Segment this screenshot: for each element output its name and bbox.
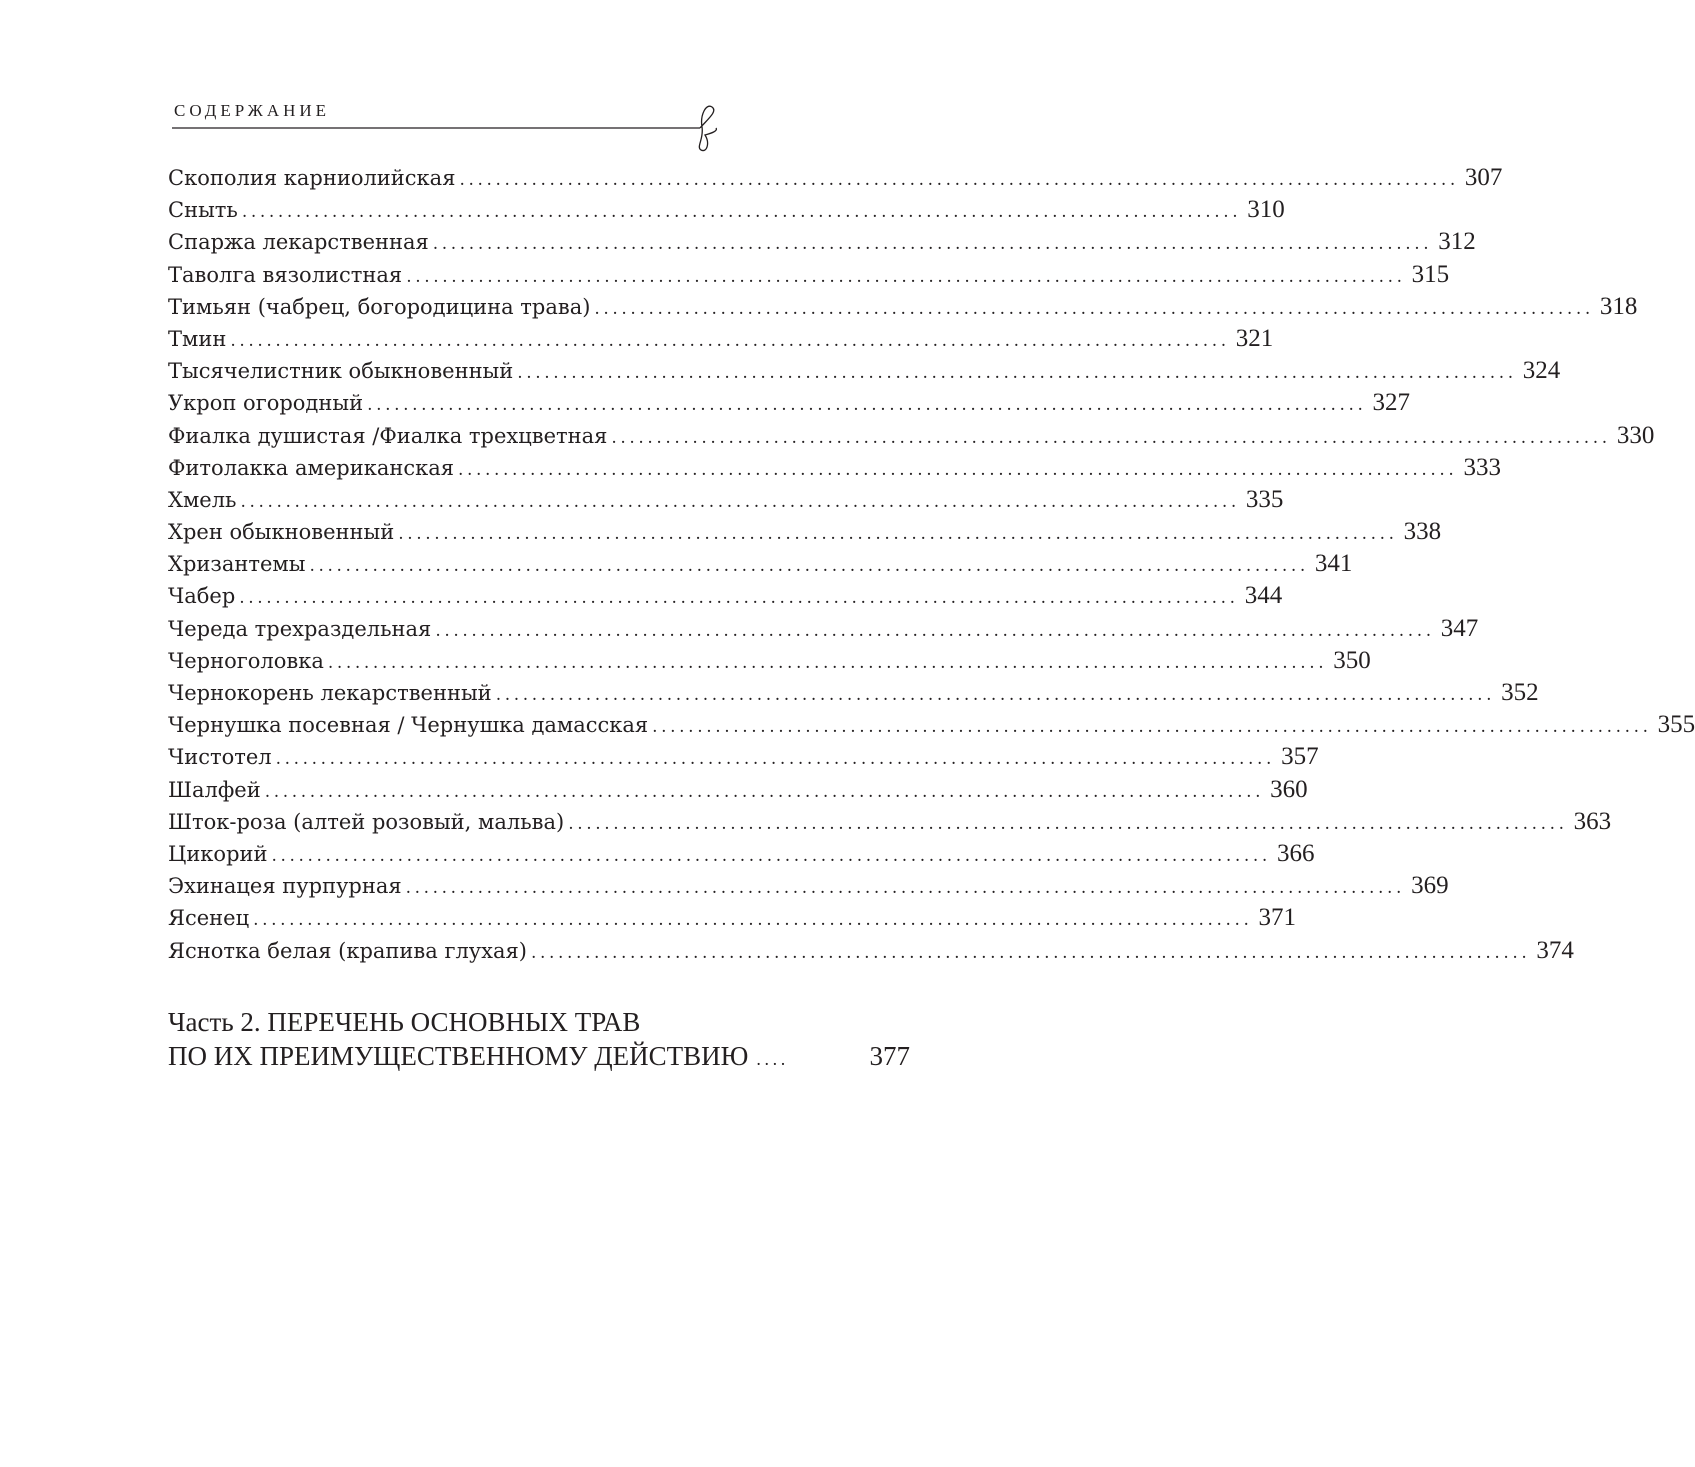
toc-entry: [168, 613, 1479, 645]
dot-leader: ...............................................................................................................: [241, 202, 1242, 223]
toc-entry-page-number: 371: [1258, 904, 1296, 932]
toc-entry-title: Тысячелистник обыкновенный: [168, 359, 514, 384]
dot-leader: ...............................................................................................................: [275, 749, 1276, 770]
toc-entry-title: Таволга вязолистная: [168, 262, 403, 287]
running-header-title: СОДЕРЖАНИЕ: [174, 101, 331, 120]
dot-leader: ...............................................................................................................: [432, 234, 1433, 255]
toc-entry-page-number: 369: [1411, 872, 1449, 900]
table-of-contents: [168, 162, 1695, 967]
toc-entry-title: Шток-роза (алтей розовый, мальва): [168, 809, 565, 834]
toc-entry: [168, 387, 1410, 419]
toc-entry-title: Спаржа лекарственная: [168, 230, 429, 255]
toc-entry-page-number: 350: [1333, 646, 1371, 674]
dot-leader: ...............................................................................................................: [459, 170, 1459, 190]
dot-leader: ...............................................................................................................: [458, 459, 1458, 480]
dot-leader: ...............................................................................................................: [367, 395, 1367, 416]
running-header: [172, 97, 732, 157]
toc-entry: [168, 935, 1574, 967]
toc-entry-title: Фиалка душистая /Фиалка трехцветная: [168, 423, 608, 448]
dot-leader: ...............................................................................................................: [652, 717, 1652, 738]
dot-leader: ...............................................................................................................: [327, 652, 1328, 673]
toc-entry-title: Череда трехраздельная: [168, 616, 432, 641]
toc-entry-page-number: 312: [1438, 228, 1476, 256]
part-heading-line-2-row: [168, 1039, 910, 1076]
toc-entry-page-number: 310: [1247, 196, 1285, 224]
toc-entry-page-number: 321: [1235, 324, 1274, 352]
toc-entry: [168, 226, 1476, 258]
toc-entry-page-number: 374: [1536, 936, 1574, 964]
part-heading: [168, 1005, 910, 1076]
toc-entry-page-number: 344: [1244, 582, 1283, 610]
toc-entry-page-number: 341: [1314, 550, 1353, 578]
toc-entry-title: Укроп огородный: [168, 391, 364, 416]
dot-leader: ...............................................................................................................: [406, 266, 1406, 287]
toc-entry-page-number: 318: [1599, 292, 1638, 320]
toc-entry-title: Тмин: [168, 326, 227, 351]
toc-entry-page-number: 330: [1616, 421, 1655, 449]
toc-entry-page-number: 327: [1372, 389, 1410, 417]
dot-leader: ....: [756, 1049, 789, 1069]
toc-entry-page-number: 335: [1245, 485, 1284, 513]
toc-entry-title: Хрен обыкновенный: [168, 520, 395, 545]
toc-entry-title: Эхинацея пурпурная: [168, 874, 402, 899]
toc-entry: [168, 452, 1501, 484]
toc-entry: [168, 645, 1371, 677]
toc-entry-title: Скополия карниолийская: [168, 166, 456, 190]
dot-leader: ...............................................................................................................: [405, 878, 1406, 899]
toc-entry-title: Чистотел: [168, 745, 272, 770]
part-heading-line-2: ПО ИХ ПРЕИМУЩЕСТВЕННОМУ ДЕЙСТВИЮ: [168, 1041, 749, 1071]
dot-leader: ...............................................................................................................: [253, 910, 1253, 931]
dot-leader: ...............................................................................................................: [568, 813, 1568, 834]
toc-entry-page-number: 338: [1403, 518, 1442, 546]
toc-entry: [168, 870, 1449, 902]
toc-entry-title: Тимьян (чабрец, богородицина трава): [168, 294, 591, 319]
dot-leader: ...............................................................................................................: [271, 845, 1271, 866]
toc-entry: [168, 516, 1442, 548]
toc-entry-page-number: 357: [1281, 743, 1319, 771]
toc-entry: [168, 548, 1353, 580]
toc-entry-title: Яснотка белая (крапива глухая): [168, 938, 527, 963]
toc-entry-page-number: 352: [1501, 679, 1539, 706]
dot-leader: ...............................................................................................................: [264, 781, 1265, 802]
toc-entry: [168, 162, 1503, 194]
toc-entry: [168, 806, 1612, 838]
toc-entry-title: Хмель: [168, 487, 237, 512]
toc-entry: [168, 484, 1284, 516]
part-heading-line-1: Часть 2. ПЕРЕЧЕНЬ ОСНОВНЫХ ТРАВ: [168, 1007, 641, 1037]
toc-entry-title: Чернушка посевная / Чернушка дамасская: [168, 713, 649, 738]
dot-leader: ...............................................................................................................: [398, 524, 1398, 545]
toc-entry: [168, 420, 1655, 452]
toc-entry-title: Сныть: [168, 198, 238, 223]
toc-entry: [168, 259, 1450, 291]
dot-leader: ...............................................................................................................: [239, 588, 1239, 609]
toc-entry-title: Ясенец: [168, 906, 250, 931]
toc-entry-page-number: 360: [1270, 775, 1308, 803]
toc-entry: [168, 355, 1561, 387]
toc-entry-title: Черноголовка: [168, 648, 324, 673]
toc-entry: [168, 194, 1285, 226]
dot-leader: ...............................................................................................................: [230, 330, 1230, 351]
toc-entry: [168, 323, 1274, 355]
toc-entry: [168, 580, 1283, 612]
toc-entry: [168, 774, 1308, 806]
toc-entry-page-number: 315: [1411, 260, 1450, 288]
dot-leader: ...............................................................................................................: [530, 942, 1531, 963]
toc-entry-page-number: 324: [1522, 357, 1561, 385]
dot-leader: ...............................................................................................................: [435, 620, 1435, 641]
toc-entry-title: Цикорий: [168, 841, 268, 866]
toc-entry-page-number: 355: [1657, 711, 1695, 739]
dot-leader: ...............................................................................................................: [240, 491, 1240, 512]
toc-entry-page-number: 307: [1464, 164, 1503, 191]
toc-entry-page-number: 333: [1463, 453, 1501, 481]
toc-entry-page-number: 366: [1276, 839, 1315, 867]
toc-entry-title: Фитолакка американская: [168, 455, 455, 480]
toc-entry-page-number: 347: [1440, 614, 1479, 642]
dot-leader: ...............................................................................................................: [309, 556, 1309, 577]
toc-entry: [168, 291, 1638, 323]
toc-entry-title: Чабер: [168, 584, 236, 609]
page-number: 377: [869, 1041, 910, 1071]
dot-leader: ...............................................................................................................: [594, 298, 1594, 319]
toc-entry: [168, 902, 1296, 934]
toc-entry: [168, 838, 1315, 870]
toc-entry-title: Шалфей: [168, 777, 261, 802]
toc-entry: [168, 741, 1319, 773]
toc-entry-title: Хризантемы: [168, 552, 306, 577]
dot-leader: ...............................................................................................................: [495, 685, 1496, 705]
toc-entry: [168, 677, 1539, 709]
toc-entry-title: Чернокорень лекарственный: [168, 681, 492, 705]
toc-entry: [168, 709, 1695, 741]
dot-leader: ...............................................................................................................: [611, 427, 1611, 448]
toc-entry-page-number: 363: [1573, 807, 1612, 835]
dot-leader: ...............................................................................................................: [517, 363, 1517, 384]
